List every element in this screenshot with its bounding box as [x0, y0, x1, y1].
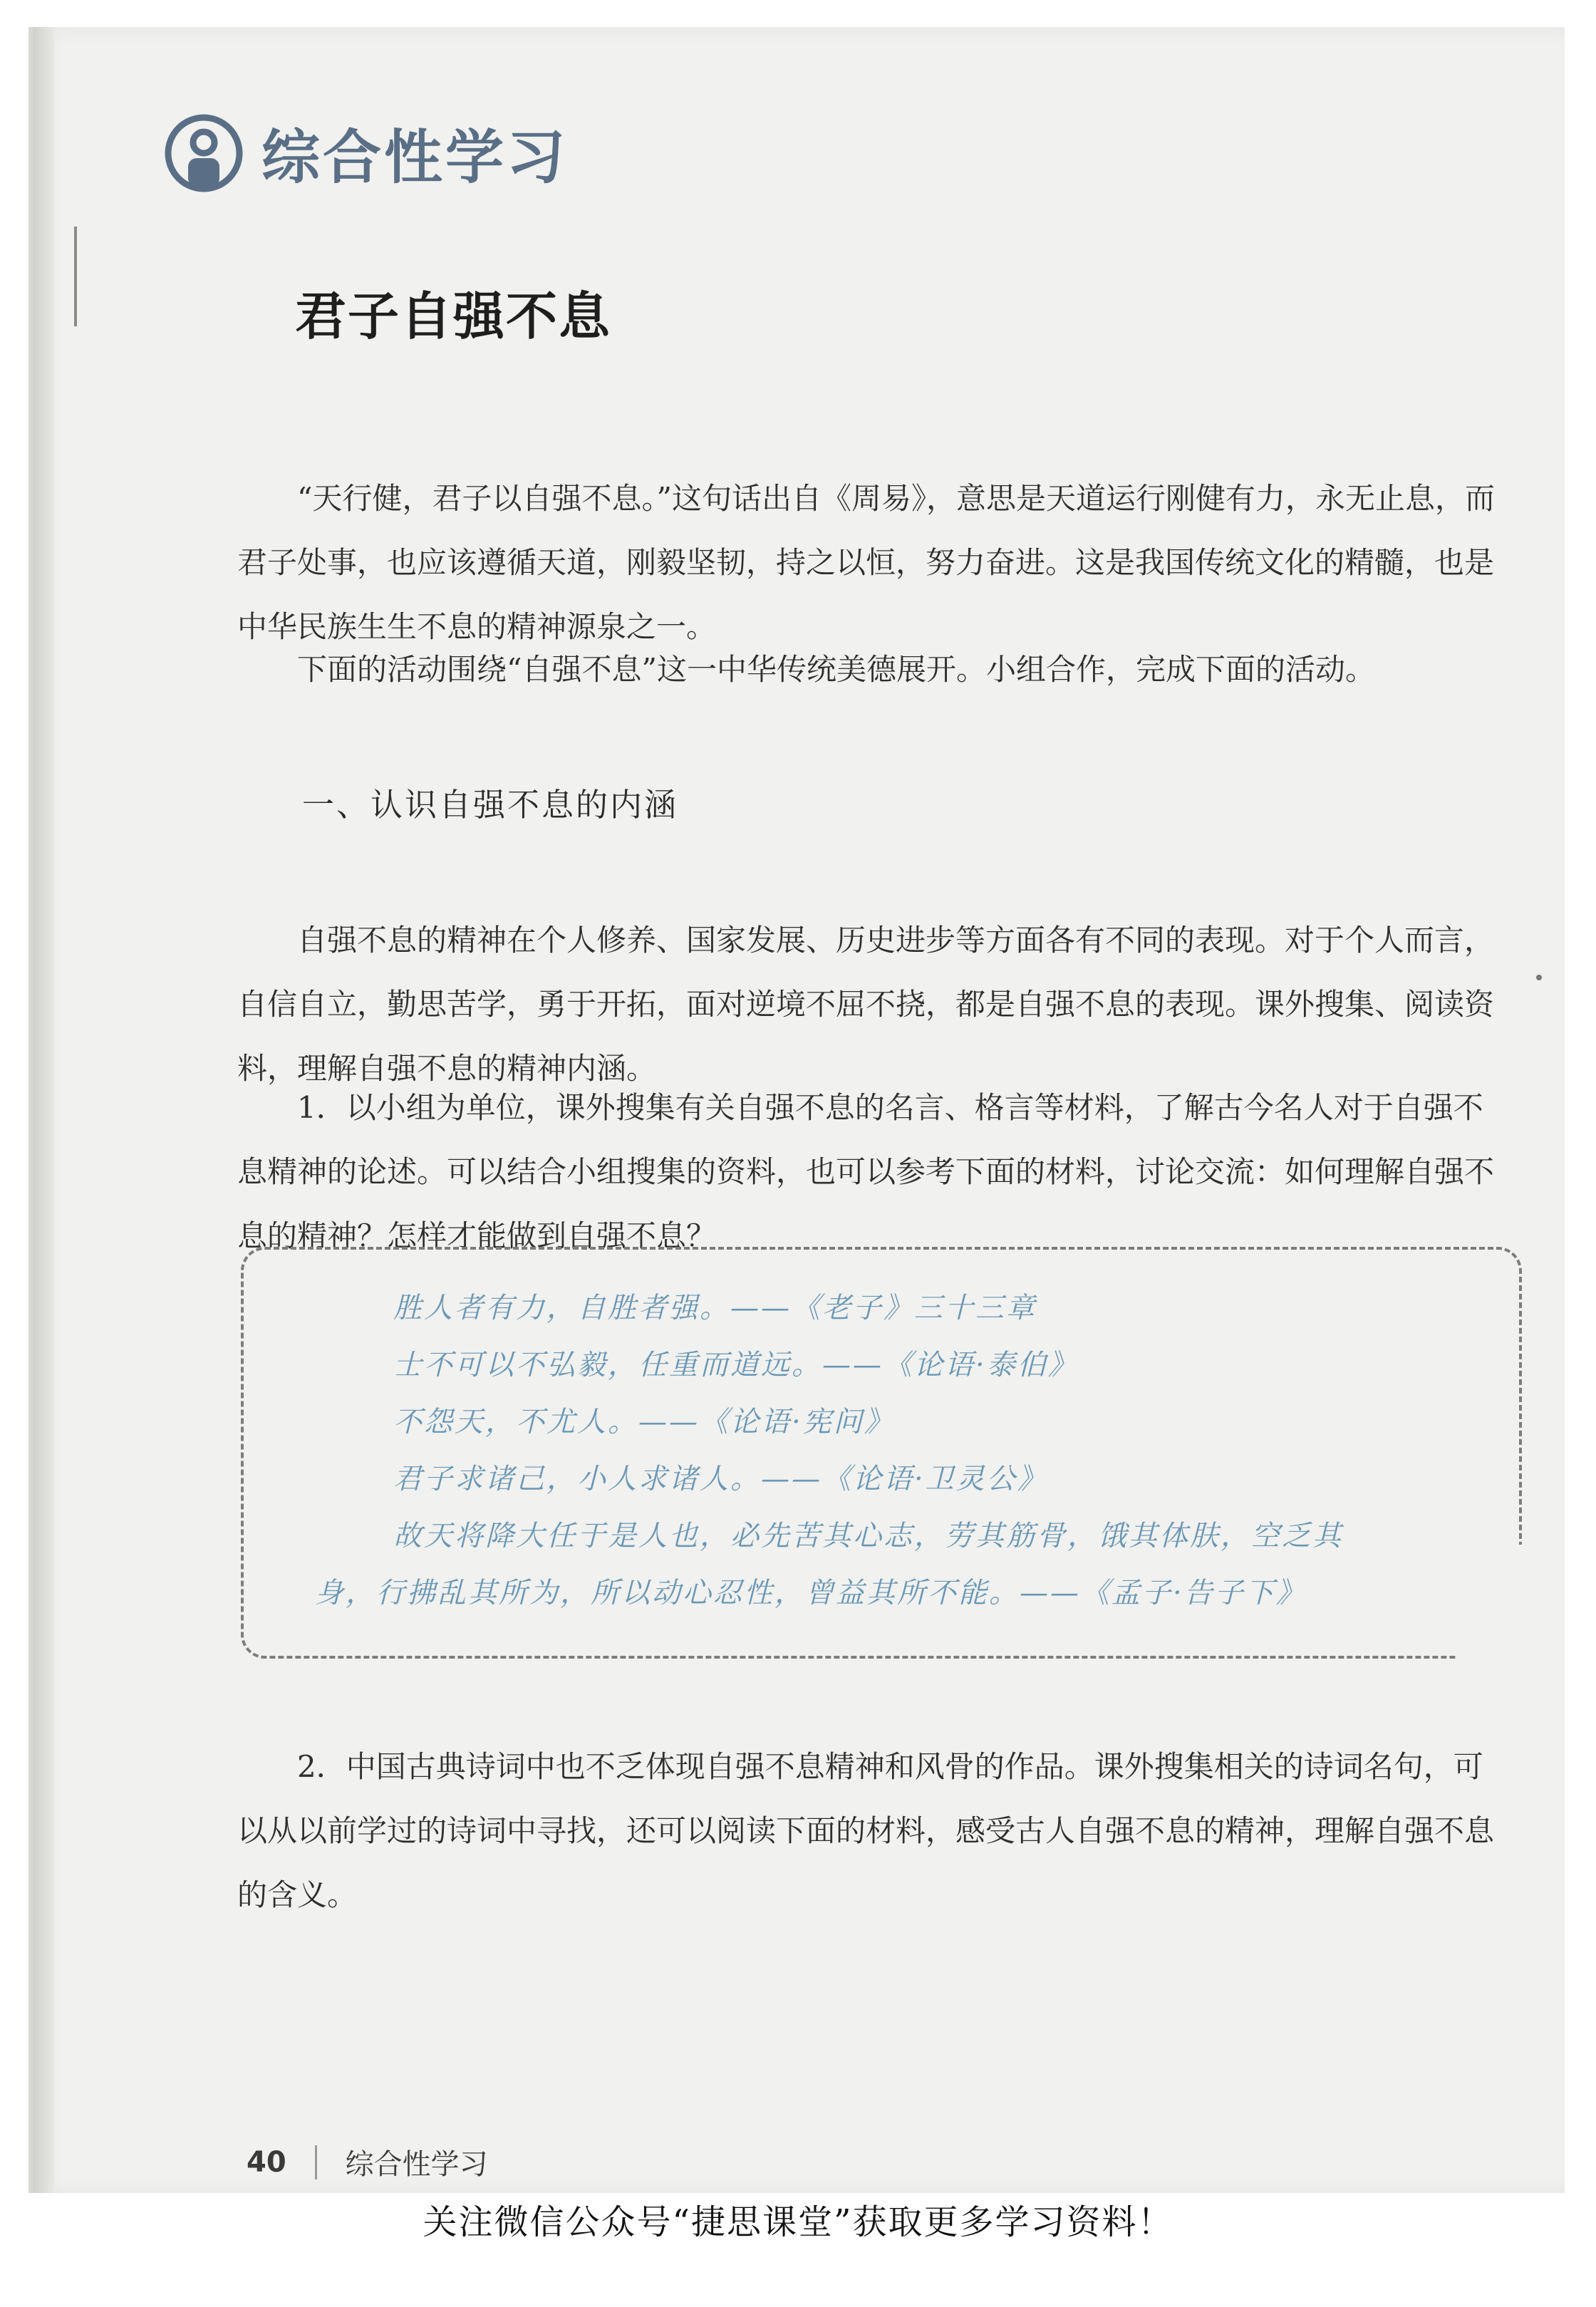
promo-caption: 关注微信公众号“捷思课堂”获取更多学习资料！: [423, 2202, 1173, 2242]
quote-line: 不怨天，不尤人。——《论语·宪问》: [393, 1406, 895, 1438]
quote-line: 故天将降大任于是人也，必先苦其心志，劳其筋骨，饿其体肤，空乏其: [393, 1520, 1343, 1552]
article-title: 君子自强不息: [295, 286, 612, 346]
footer-section-label: 综合性学习: [345, 2148, 488, 2181]
textbook-page: [28, 27, 1565, 2193]
section-title: 综合性学习: [261, 124, 569, 192]
page-number: 40: [247, 2145, 286, 2179]
page-footer: [247, 2142, 488, 2182]
intro-paragraph-1: “天行健，君子以自强不息。”这句话出自《周易》，意思是天道运行刚健有力，永无止息，而君子处事，也应该遵循天道，刚毅坚韧，持之以恒，努力奋进。这是我国传统文化的精髓，也是中华民族生生不息的精神源泉之一。: [237, 481, 1495, 644]
edge-mark: [74, 227, 77, 326]
quote-line: 君子求诸己，小人求诸人。——《论语·卫灵公》: [393, 1463, 1048, 1495]
quote-box: [241, 1247, 1522, 1659]
section-header: [165, 111, 568, 195]
person-icon: [165, 114, 243, 192]
quote-line: 士不可以不弘毅，任重而道远。——《论语·泰伯》: [393, 1349, 1079, 1381]
quote-line: 身，行拂乱其所为，所以动心忍性，曾益其所不能。——《孟子·告子下》: [315, 1577, 1307, 1609]
body-paragraph-1: 自强不息的精神在个人修养、国家发展、历史进步等方面各有不同的表现。对于个人而言，自信自立，勤思苦学，勇于开拓，面对逆境不屈不挠，都是自强不息的表现。课外搜集、阅读资料，理解自强不息的精神内涵。: [237, 923, 1495, 1086]
intro-paragraph-2: 下面的活动围绕“自强不息”这一中华传统美德展开。小组合作，完成下面的活动。: [297, 652, 1375, 687]
footer-divider: [315, 2145, 317, 2179]
body-paragraph-2: 1．以小组为单位，课外搜集有关自强不息的名言、格言等材料，了解古今名人对于自强不息精神的论述。可以结合小组搜集的资料，也可以参考下面的材料，讨论交流：如何理解自强不息的精神？怎样才能做到自强不息？: [237, 1090, 1495, 1253]
quote-box-notch: [1458, 1545, 1522, 1659]
subheading: 一、认识自强不息的内涵: [302, 786, 679, 824]
page-binding-shadow: [33, 27, 54, 2193]
quote-line: 胜人者有力，自胜者强。——《老子》三十三章: [393, 1292, 1037, 1324]
page-speck: [1536, 975, 1542, 980]
body-paragraph-3: 2．中国古典诗词中也不乏体现自强不息精神和风骨的作品。课外搜集相关的诗词名句，可以从以前学过的诗词中寻找，还可以阅读下面的材料，感受古人自强不息的精神，理解自强不息的含义。: [237, 1749, 1495, 1912]
